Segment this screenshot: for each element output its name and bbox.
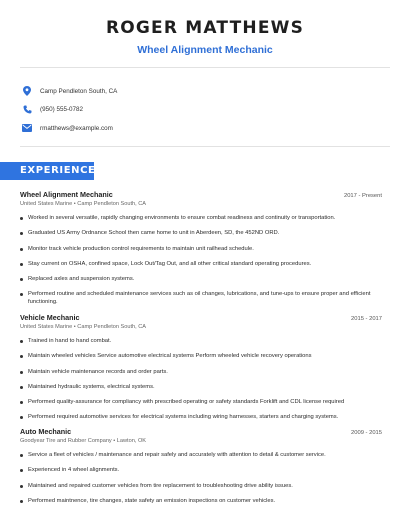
- section-title: EXPERIENCE: [20, 165, 96, 176]
- contact-location-text: Camp Pendleton South, CA: [40, 87, 118, 95]
- list-item: Service a fleet of vehicles / maintenance and repair safely and accurately with attention to detail & customer service.: [20, 452, 382, 459]
- list-item: Maintain wheeled vehicles Service automotive electrical systems Perform wheeled vehicle recovery operations: [20, 353, 382, 360]
- divider: [20, 67, 390, 68]
- phone-icon: [22, 105, 32, 115]
- location-icon: [22, 86, 32, 96]
- contact-location: [22, 82, 117, 100]
- list-item: Maintain vehicle maintenance records and order parts.: [20, 369, 382, 376]
- job-title: Vehicle Mechanic: [20, 313, 80, 322]
- list-item: Worked in several versatile, rapidly changing environments to ensure combat readiness and continuity or transportation.: [20, 215, 382, 222]
- resume-header: [0, 18, 410, 56]
- contact-phone: [22, 101, 117, 119]
- list-item: Maintained and repaired customer vehicles from tire replacement to troubleshooting drive ability issues.: [20, 483, 382, 490]
- job-bullets: [20, 452, 382, 505]
- list-item: Stay current on OSHA, confined space, Lock Out/Tag Out, and all other critical standard operating procedures.: [20, 261, 382, 268]
- contact-phone-text: (950) 555-0782: [40, 106, 84, 113]
- list-item: Maintained hydraulic systems, electrical systems.: [20, 384, 382, 391]
- list-item: Replaced axles and suspension systems.: [20, 276, 382, 283]
- list-item: Performed maintnence, tire changes, state safety an emission inspections on customer vehicles.: [20, 498, 382, 505]
- candidate-name: ROGER MATTHEWS: [105, 18, 305, 38]
- job-bullets: [20, 338, 382, 422]
- email-icon: [22, 123, 32, 133]
- contact-list: [22, 82, 117, 138]
- job-title-headline: Wheel Alignment Mechanic: [137, 44, 273, 56]
- list-item: Graduated US Army Ordnance School then came home to unit in Aberdeen, SD, the 452ND ORD.: [20, 230, 382, 237]
- contact-email: [22, 119, 117, 137]
- job-organization: Goodyear Tire and Rubber Company • Lawton, OK: [20, 438, 147, 444]
- list-item: Experienced in 4 wheel alignments.: [20, 467, 382, 474]
- list-item: Performed required automotive services for electrical systems including wiring harnesses, starters and charging systems.: [20, 414, 382, 421]
- job-organization: United States Marine • Camp Pendleton South, CA: [20, 201, 147, 207]
- job-dates: 2009 - 2015: [351, 430, 382, 436]
- job-title: Auto Mechanic: [20, 427, 72, 436]
- job-entry: [20, 313, 382, 430]
- job-entry: [20, 190, 382, 314]
- job-bullets: [20, 215, 382, 306]
- job-title: Wheel Alignment Mechanic: [20, 190, 113, 199]
- list-item: Performed quality-assurance for compliancy with prescribed operating or safety standards Forklift and CDL license required: [20, 399, 382, 406]
- experience-section-header: [0, 162, 94, 180]
- job-entry: [20, 427, 382, 513]
- list-item: Performed routine and scheduled maintenance services such as oil changes, lubrications, and tune-ups to ensure proper and efficient functioning.: [20, 291, 382, 305]
- list-item: Trained in hand to hand combat.: [20, 338, 382, 345]
- contact-email-text: rmatthews@example.com: [40, 124, 113, 132]
- job-dates: 2017 - Present: [343, 193, 382, 199]
- job-dates: 2015 - 2017: [351, 316, 382, 322]
- divider: [20, 146, 390, 147]
- job-organization: United States Marine • Camp Pendleton South, CA: [20, 324, 147, 330]
- list-item: Monitor track vehicle production control requirements to maintain unit railhead schedule.: [20, 246, 382, 253]
